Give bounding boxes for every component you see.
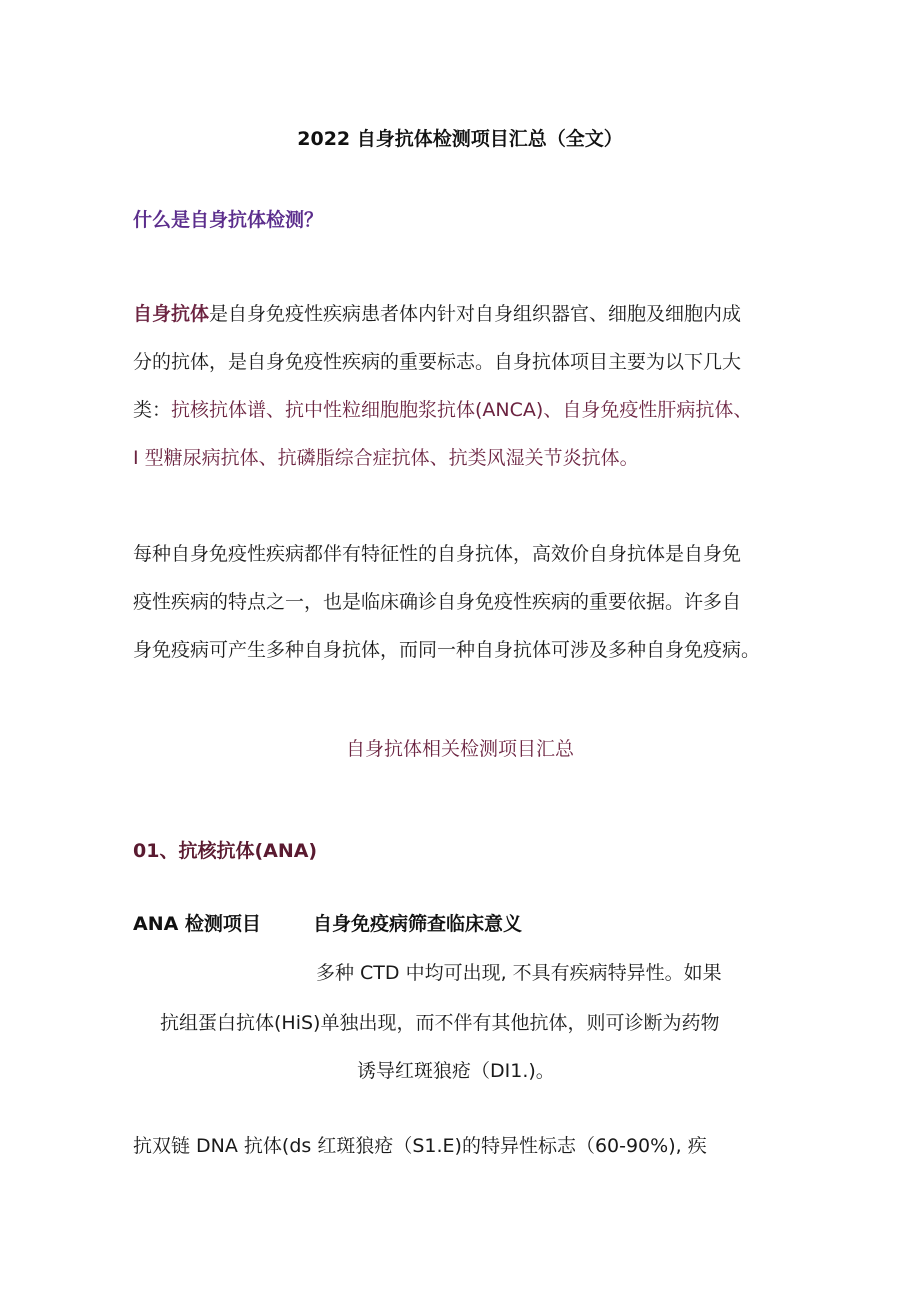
column-header-item: ANA 检测项目 <box>133 913 261 935</box>
para2-line-3: 身免疫病可产生多种自身抗体，而同一种自身抗体可涉及多种自身免疫病。 <box>133 639 761 661</box>
intro-line-4: I 型糖尿病抗体、抗磷脂综合症抗体、抗类风湿关节炎抗体。 <box>133 447 639 469</box>
intro-line-3 <box>133 386 752 434</box>
para2-line-2: 疫性疾病的特点之一，也是临床确诊自身免疫性疾病的重要依据。许多自 <box>133 591 742 613</box>
second-paragraph <box>133 530 760 674</box>
intro-line-3-prefix: 类： <box>133 399 172 421</box>
row1-meaning-line-1: 多种 CTD 中均可出现, 不具有疾病特异性。如果 <box>316 962 722 984</box>
section-01-heading: 01、抗核抗体(ANA) <box>133 840 318 862</box>
row1-meaning-line-2: 抗组蛋白抗体(HiS)单独出现，而不伴有其他抗体，则可诊断为药物 <box>160 1012 720 1034</box>
intro-line-2: 分的抗体，是自身免疫性疾病的重要标志。自身抗体项目主要为以下几大 <box>133 351 742 373</box>
column-header-meaning: 自身免疫病筛查临床意义 <box>313 913 523 935</box>
intro-line-1 <box>133 290 752 338</box>
intro-term: 自身抗体 <box>133 303 210 325</box>
antibody-category-list: 抗核抗体谱、抗中性粒细胞胞浆抗体(ANCA)、自身免疫性肝病抗体、 <box>171 399 753 421</box>
question-heading: 什么是自身抗体检测？ <box>133 209 324 231</box>
para2-line-1: 每种自身免疫性疾病都伴有特征性的自身抗体，高效价自身抗体是自身免 <box>133 543 742 565</box>
document-title: 2022 自身抗体检测项目汇总（全文） <box>297 128 623 150</box>
intro-line-1-text: 是自身免疫性疾病患者体内针对自身组织器官、细胞及细胞内成 <box>209 303 742 325</box>
intro-paragraph <box>133 290 752 482</box>
row2-line-1: 抗双链 DNA 抗体(ds 红斑狼疮（S1.E)的特异性标志（60-90%), 疾 <box>133 1135 707 1157</box>
row1-meaning-line-3: 诱导红斑狼疮（DI1.)。 <box>357 1060 555 1082</box>
summary-heading: 自身抗体相关检测项目汇总 <box>345 738 574 760</box>
